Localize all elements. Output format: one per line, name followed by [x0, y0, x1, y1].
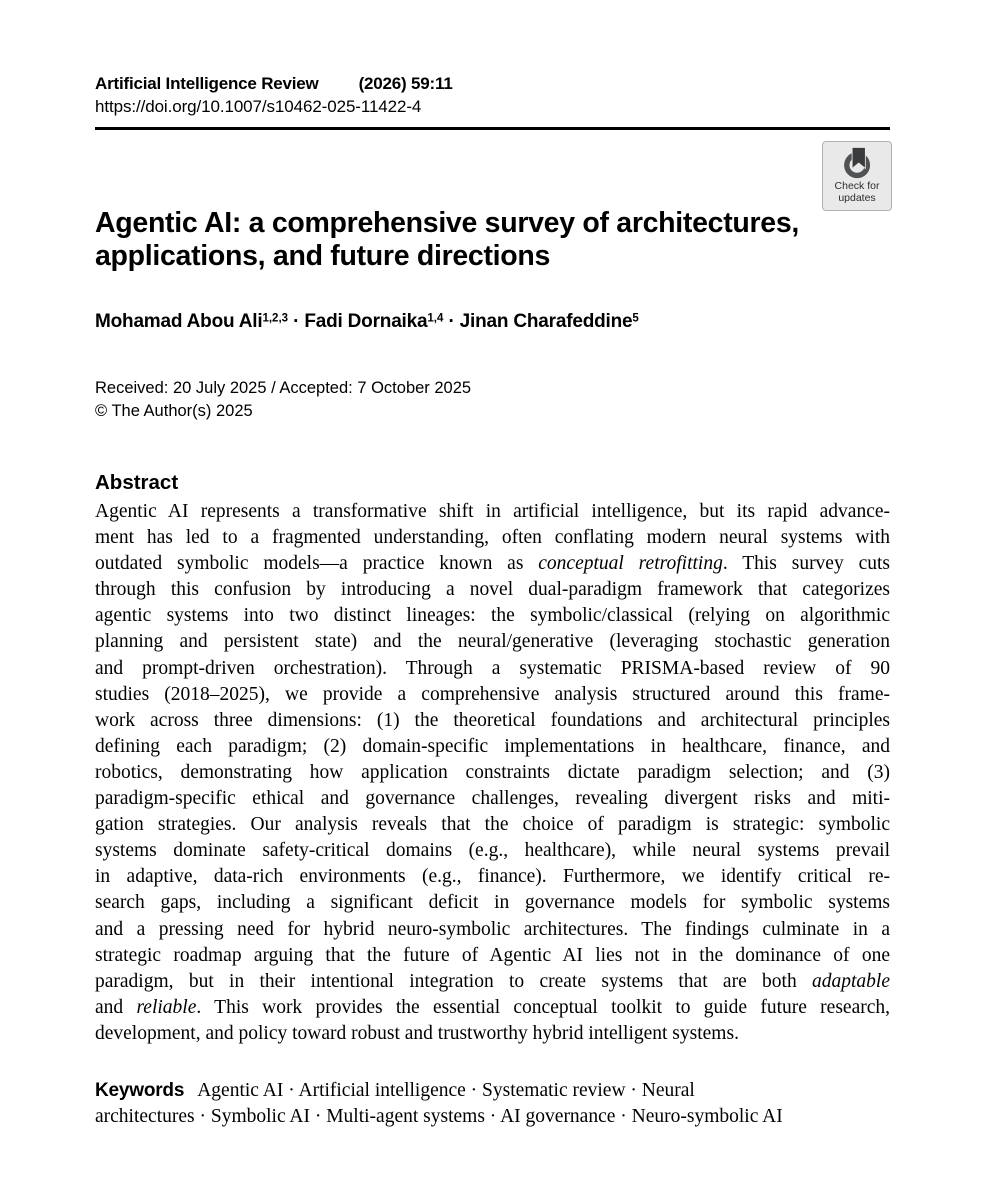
abstract-heading: Abstract	[95, 471, 179, 494]
keywords-line1	[95, 1078, 890, 1105]
badge-text-line2: updates	[838, 191, 876, 204]
abstract-line: in adaptive, data-rich environments (e.g., finance). Furthermore, we identify critical re-	[95, 866, 890, 888]
copyright-line: © The Author(s) 2025	[95, 402, 253, 420]
author-affiliation-sup: 1,2,3	[262, 312, 289, 325]
received-accepted-line: Received: 20 July 2025 / Accepted: 7 October 2025	[95, 379, 472, 397]
author-affiliation-sup: 1,4	[427, 312, 444, 325]
abstract-line: paradigm-specific ethical and governance challenges, revealing divergent risks and miti-	[95, 788, 890, 810]
keywords-heading: Keywords	[95, 1079, 185, 1101]
abstract-line: work across three dimensions: (1) the theoretical foundations and architectural principles	[95, 709, 890, 731]
journal-issue: (2026) 59:11	[358, 74, 453, 93]
abstract-line: and reliable. This work provides the essential conceptual toolkit to guide future research,	[95, 996, 891, 1018]
abstract-line: defining each paradigm; (2) domain-specific implementations in healthcare, finance, and	[95, 735, 890, 757]
abstract-line: development, and policy toward robust and trustworthy hybrid intelligent systems.	[95, 1022, 739, 1044]
keywords-block	[95, 1078, 890, 1131]
abstract-line: strategic roadmap arguing that the future of Agentic AI lies not in the dominance of one	[95, 944, 890, 966]
abstract-line: studies (2018–2025), we provide a comprehensive analysis structured around this frame-	[95, 683, 890, 705]
journal-header-line	[95, 73, 890, 95]
abstract-line: Agentic AI represents a transformative shift in artificial intelligence, but its rapid advance-	[95, 501, 890, 522]
abstract-line: outdated symbolic models—a practice known as conceptual retrofitting. This survey cuts	[95, 553, 890, 575]
author-name: Mohamad Abou Ali	[95, 311, 263, 332]
abstract-line: systems dominate safety-critical domains (e.g., healthcare), while neural systems prevail	[95, 840, 890, 862]
article-meta	[95, 377, 890, 423]
paper-title	[95, 207, 890, 273]
abstract-line: robotics, demonstrating how application constraints dictate paradigm selection; and (3)	[95, 761, 890, 783]
abstract-line: ment has led to a fragmented understanding, often conflating modern neural systems with	[95, 527, 890, 549]
abstract-line: search gaps, including a significant deficit in governance models for symbolic systems	[95, 892, 890, 914]
paper-title-line1: Agentic AI: a comprehensive survey of architectures,	[95, 207, 800, 239]
badge-text-line1: Check for	[834, 180, 880, 192]
check-for-updates-badge[interactable]	[822, 141, 892, 211]
abstract-line: and a pressing need for hybrid neuro-symbolic architectures. The findings culminate in a	[95, 918, 890, 940]
keywords-text-line1: Agentic AI · Artificial intelligence · Systematic review · Neural	[197, 1079, 695, 1101]
crossmark-icon	[825, 147, 889, 180]
author-name: Fadi Dornaika	[304, 311, 428, 332]
author-affiliation-sup: 5	[632, 312, 639, 325]
abstract-line: and prompt-driven orchestration). Through a systematic PRISMA-based review of 90	[95, 657, 890, 679]
keywords-line2: architectures · Symbolic AI · Multi-agent systems · AI governance · Neuro-symbolic AI	[95, 1106, 783, 1128]
doi-link[interactable]: https://doi.org/10.1007/s10462-025-11422-4	[95, 97, 422, 116]
abstract-line: paradigm, but in their intentional integration to create systems that are both adaptable	[95, 970, 890, 992]
authors-line: Mohamad Abou Ali$^{1,2,3}$ · Fadi Dornaika$^{1,4}$ · Jinan Charafeddine$^5$	[95, 311, 639, 332]
abstract-line: through this confusion by introducing a novel dual-paradigm framework that categorizes	[95, 579, 890, 601]
header-rule	[95, 127, 890, 130]
abstract-text	[95, 499, 890, 1047]
abstract-line: agentic systems into two distinct lineages: the symbolic/classical (relying on algorithmic	[95, 605, 890, 627]
abstract-line: planning and persistent state) and the neural/generative (leveraging stochastic generation	[95, 631, 890, 653]
author-name: Jinan Charafeddine	[459, 311, 633, 332]
paper-title-line2: applications, and future directions	[95, 240, 551, 272]
abstract-line: gation strategies. Our analysis reveals that the choice of paradigm is strategic: symbolic	[95, 814, 890, 836]
journal-name: Artificial Intelligence Review	[95, 74, 319, 93]
